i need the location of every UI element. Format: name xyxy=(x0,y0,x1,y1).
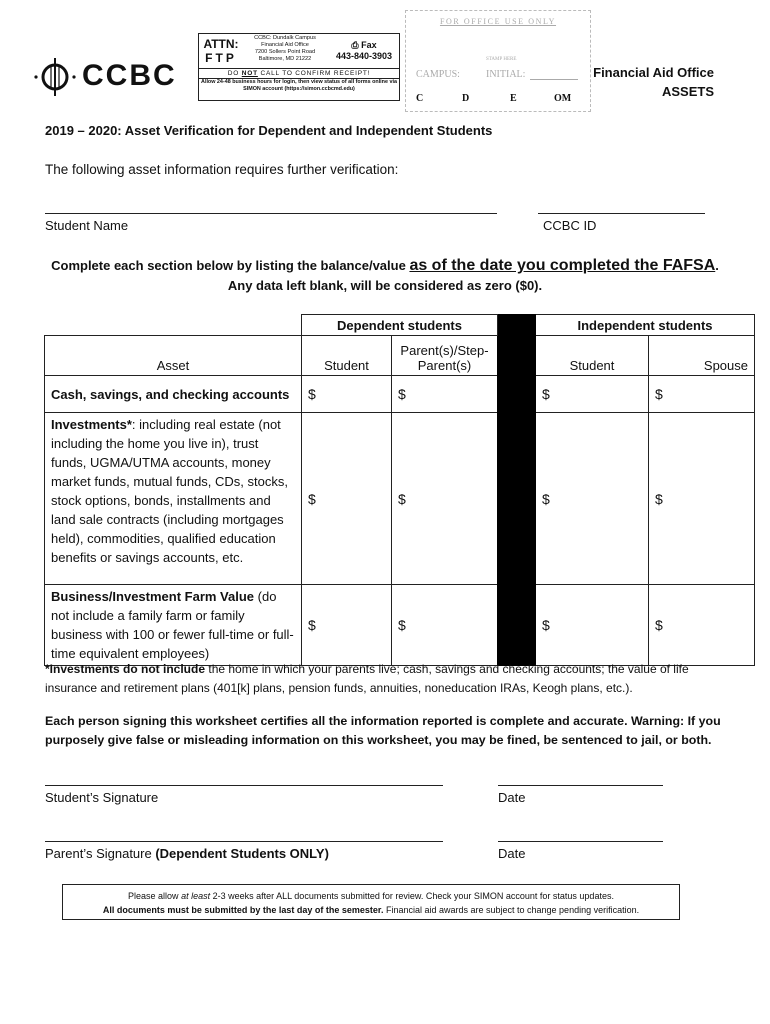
stamp-here: STAMP HERE xyxy=(486,57,517,62)
office-address: CCBC: Dundalk Campus Financial Aid Office 7200 Sollers Point Road Baltimore, MD 21222 xyxy=(254,35,316,62)
fax-info: ⎙ Fax 443-840-3903 xyxy=(331,40,397,62)
fax-attention-box xyxy=(198,33,400,101)
asset-name: Business/Investment Farm Value (do not include a family farm or family business with 100 or fewer full-time or full-time equivalent employees) xyxy=(45,585,302,666)
footer-notice: Please allow at least 2-3 weeks after ALL documents submitted for review. Check your SIMON account for status updates. All documents must be submitted by the last day of the semester. Financial aid awards are subject to change pending verification. xyxy=(62,884,680,920)
certification-warning: Each person signing this worksheet certifies all the information reported is complete and accurate. Warning: If you purposely give false or misleading information on this worksheet, you may be fined, be sentenced to jail, or both. xyxy=(45,714,721,747)
processing-time-notice: Allow 24-48 business hours for login, then view status of all forms online via SIMON account (https://simon.ccbcmd.edu) xyxy=(201,79,397,92)
office-use-box: FOR OFFICE USE ONLY STAMP HERE CAMPUS: INITIAL: C D E OM xyxy=(405,10,591,112)
student-date-field[interactable] xyxy=(498,785,663,786)
investments-note: *Investments do not include the home in which your parents live; cash, savings and checking accounts; the value of life insurance and retirement plans (401[k] plans, pension funds, annuities, noneducation IRAs, Keogh plans, etc.). xyxy=(45,662,689,695)
do-not-call-notice: DO NOT CALL TO CONFIRM RECEIPT! xyxy=(199,68,399,79)
investments-spouse-input[interactable]: $ xyxy=(649,413,755,585)
asset-name: Cash, savings, and checking accounts xyxy=(45,376,302,413)
investments-independent-student-input[interactable]: $ xyxy=(536,413,649,585)
independent-students-header: Independent students xyxy=(536,315,755,336)
table-row xyxy=(45,376,755,413)
form-heading: 2019 – 2020: Asset Verification for Dependent and Independent Students xyxy=(45,123,493,138)
business-spouse-input[interactable]: $ xyxy=(649,585,755,666)
asset-name: Investments*: including real estate (not including the home you live in), trust funds, UGMA/UTMA accounts, money market funds, mutual funds, CDs, stocks, stock options, bonds, installments and land sale contracts (including mortgages held), commodities, qualified education benefits or savings accounts, etc. xyxy=(45,413,302,585)
initial-label: INITIAL: xyxy=(486,69,526,80)
cash-dependent-student-input[interactable]: $ xyxy=(302,376,392,413)
student-signature-field[interactable] xyxy=(45,785,443,786)
divider-bar xyxy=(498,315,536,666)
fax-number: 443-840-3903 xyxy=(335,51,393,61)
asset-column-header: Asset xyxy=(45,336,302,376)
intro-text: The following asset information requires further verification: xyxy=(45,162,399,177)
parent-date-field[interactable] xyxy=(498,841,663,842)
independent-student-column-header: Student xyxy=(536,336,649,376)
logo-text: CCBC xyxy=(82,59,177,92)
business-dependent-student-input[interactable]: $ xyxy=(302,585,392,666)
ccbc-logo-icon xyxy=(34,56,76,98)
dependent-students-header: Dependent students xyxy=(302,315,498,336)
cash-independent-student-input[interactable]: $ xyxy=(536,376,649,413)
campus-label: CAMPUS: xyxy=(416,69,460,80)
instructions-line2: Any data left blank, will be considered as zero ($0). xyxy=(227,278,543,293)
attn-label: ATTN: FTP xyxy=(203,37,239,65)
instructions-line1: Complete each section below by listing the balance/value as of the date you completed the FAFSA. xyxy=(51,257,719,274)
spouse-column-header: Spouse xyxy=(649,336,755,376)
parent-signature-field[interactable] xyxy=(45,841,443,842)
student-signature-label: Student’s Signature xyxy=(45,790,159,805)
cash-spouse-input[interactable]: $ xyxy=(649,376,755,413)
student-name-label: Student Name xyxy=(45,218,129,233)
business-independent-student-input[interactable]: $ xyxy=(536,585,649,666)
parent-date-label: Date xyxy=(498,846,526,861)
cash-parents-input[interactable]: $ xyxy=(392,376,498,413)
ccbc-id-label: CCBC ID xyxy=(543,218,597,233)
parent-signature-label: Parent’s Signature (Dependent Students ONLY) xyxy=(45,846,329,861)
student-name-field[interactable] xyxy=(45,213,497,214)
fax-icon: ⎙ xyxy=(351,40,359,50)
business-parents-input[interactable]: $ xyxy=(392,585,498,666)
investments-dependent-student-input[interactable]: $ xyxy=(302,413,392,585)
table-row xyxy=(45,413,755,585)
student-date-label: Date xyxy=(498,790,526,805)
parents-column-header: Parent(s)/Step-Parent(s) xyxy=(392,336,498,376)
dependent-student-column-header: Student xyxy=(302,336,392,376)
page-title: Financial Aid Office ASSETS xyxy=(593,65,714,99)
initial-line xyxy=(530,79,578,80)
ccbc-id-field[interactable] xyxy=(538,213,705,214)
table-row xyxy=(45,585,755,666)
office-use-title: FOR OFFICE USE ONLY xyxy=(439,17,557,26)
assets-table xyxy=(44,314,755,666)
investments-parents-input[interactable]: $ xyxy=(392,413,498,585)
